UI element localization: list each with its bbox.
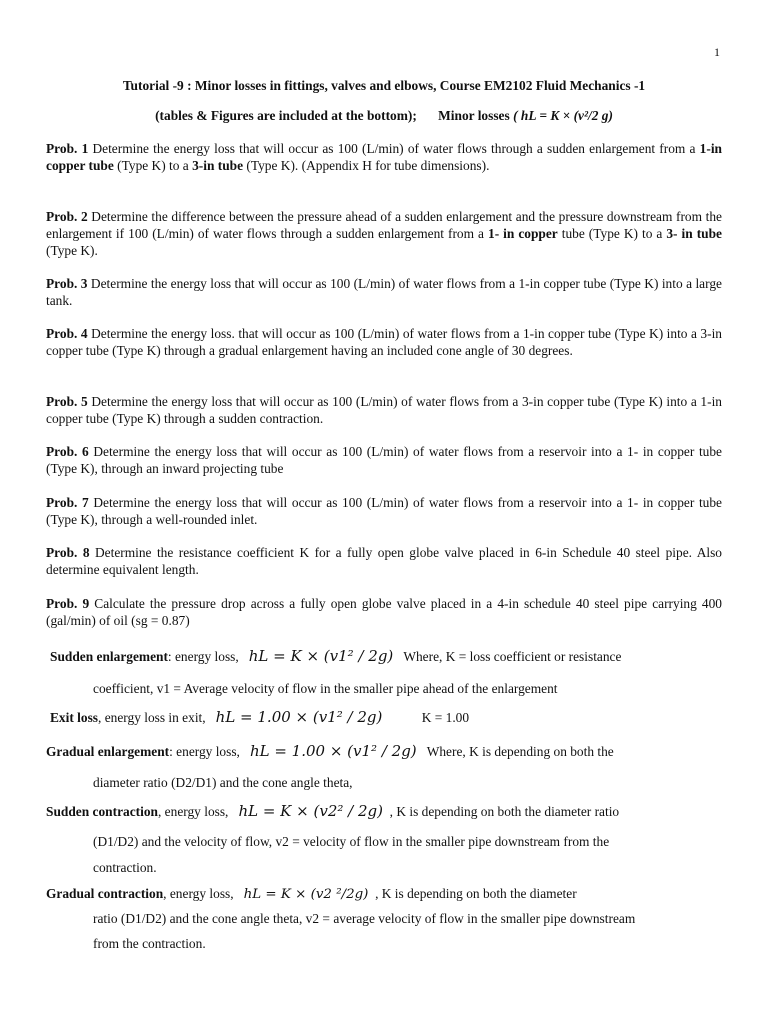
formula-equation: hL = K × (v1² / 2g)	[248, 647, 394, 665]
problem-text: Determine the energy loss that will occur as 100 (L/min) of water flows through a sudden enlargement from a	[88, 141, 700, 156]
gradual-enlargement-line	[46, 743, 736, 760]
subtitle	[0, 107, 768, 124]
problem-label: Prob. 8	[46, 545, 90, 560]
problem-label: Prob. 2	[46, 209, 88, 224]
page-title: Tutorial -9 : Minor losses in fittings, valves and elbows, Course EM2102 Fluid Mechanics -1	[122, 78, 646, 93]
exit-loss-line	[50, 709, 740, 726]
problem-text: (Type K).	[46, 243, 98, 258]
problem-text: Calculate the pressure drop across a fully open globe valve placed in a 4-in schedule 40 steel pipe carrying 400 (gal/min) of oil (sg = 0.87)	[46, 596, 722, 628]
formula-after: K = 1.00	[421, 710, 470, 725]
page-number: 1	[714, 45, 720, 59]
problem-label: Prob. 1	[46, 141, 89, 156]
subtitle-label: Minor losses	[438, 108, 510, 123]
gradual-contraction-line2: ratio (D1/D2) and the cone angle theta, v2 = average velocity of flow in the smaller pipe downstream	[93, 911, 636, 926]
problem-text: tube (Type K) to a	[557, 226, 667, 241]
formula-text: , energy loss,	[157, 804, 229, 819]
problem-label: Prob. 7	[46, 495, 89, 510]
formula-after: , K is depending on both the diameter ratio	[389, 804, 620, 819]
problem-bold: 1-in copper tube	[46, 141, 722, 173]
problem-4	[46, 325, 722, 359]
sudden-contraction-line2: (D1/D2) and the velocity of flow, v2 = velocity of flow in the smaller pipe downstream from the	[93, 834, 610, 849]
formula-label: Sudden enlargement	[50, 649, 168, 664]
formula-text: : energy loss,	[167, 649, 239, 664]
sudden-contraction-line	[46, 803, 736, 820]
problem-8	[46, 544, 722, 578]
formula-label: Sudden contraction	[46, 804, 158, 819]
problem-text: Determine the energy loss that will occur as 100 (L/min) of water flows from a 3-in copper tube (Type K) into a 1-in copper tube (Type K) through a sudden contraction.	[46, 394, 723, 426]
sudden-contraction-line3: contraction.	[93, 860, 157, 875]
problem-text: (Type K). (Appendix H for tube dimensions).	[243, 158, 490, 173]
problem-1	[46, 140, 722, 174]
problem-6	[46, 443, 722, 477]
problem-text: Determine the difference between the pressure ahead of a sudden enlargement and the pressure downstream from the enlargement if 100 (L/min) of water flows through a sudden enlargement from a	[46, 209, 722, 241]
formula-equation: hL = 1.00 × (v1² / 2g)	[249, 742, 417, 760]
sudden-enlargement-line	[50, 648, 740, 665]
problem-label: Prob. 9	[46, 596, 90, 611]
subtitle-formula: ( hL = K × (v²/2 g)	[513, 108, 613, 123]
problem-text: (Type K) to a	[113, 158, 193, 173]
formula-label: Gradual enlargement	[46, 744, 170, 759]
formula-label: Exit loss	[50, 710, 98, 725]
problem-bold: 3-in tube	[192, 158, 244, 173]
gradual-contraction-line3: from the contraction.	[93, 936, 206, 951]
formula-equation: hL = K × (v2 ²/2g)	[243, 887, 369, 902]
problem-label: Prob. 3	[46, 276, 88, 291]
problem-text: Determine the energy loss that will occur as 100 (L/min) of water flows from a 1-in copper tube (Type K) into a large tank.	[46, 276, 722, 308]
sudden-enlargement-line2: coefficient, v1 = Average velocity of flow in the smaller pipe ahead of the enlargement	[93, 681, 558, 696]
problem-text: Determine the energy loss that will occur as 100 (L/min) of water flows from a reservoir into a 1- in copper tube (Type K), through an inward projecting tube	[46, 444, 722, 476]
problem-bold: 3- in tube	[666, 226, 722, 241]
problem-text: Determine the energy loss. that will occur as 100 (L/min) of water flows from a 1-in copper tube (Type K) into a 3-in copper tube (Type K) through a gradual enlargement having an included cone angle of 30 degrees.	[46, 326, 723, 358]
problem-text: Determine the resistance coefficient K for a fully open globe valve placed in 6-in Schedule 40 steel pipe. Also determine equivalent length.	[46, 545, 722, 577]
problem-label: Prob. 5	[46, 394, 88, 409]
problem-3	[46, 275, 722, 309]
formula-after: Where, K = loss coefficient or resistance	[403, 649, 622, 664]
subtitle-note: (tables & Figures are included at the bottom);	[155, 108, 417, 123]
formula-text: , energy loss in exit,	[98, 710, 206, 725]
formula-after: , K is depending on both the diameter	[375, 886, 577, 901]
gradual-contraction-line	[46, 885, 736, 903]
problem-bold: 1- in copper	[488, 226, 558, 241]
formula-equation: hL = K × (v2² / 2g)	[238, 802, 383, 820]
formula-text: , energy loss,	[163, 886, 234, 901]
problem-text: Determine the energy loss that will occur as 100 (L/min) of water flows from a reservoir into a 1- in copper tube (Type K), through a well-rounded inlet.	[46, 495, 722, 527]
formula-label: Gradual contraction	[46, 886, 164, 901]
formula-text: : energy loss,	[169, 744, 240, 759]
problem-label: Prob. 6	[46, 444, 89, 459]
problem-7	[46, 494, 722, 528]
problem-5	[46, 393, 722, 427]
formula-equation: hL = 1.00 × (v1² / 2g)	[215, 708, 383, 726]
gradual-enlargement-line2: diameter ratio (D2/D1) and the cone angle theta,	[93, 775, 353, 790]
formula-after: Where, K is depending on both the	[426, 744, 614, 759]
problem-label: Prob. 4	[46, 326, 88, 341]
problem-2	[46, 208, 722, 259]
problem-9	[46, 595, 722, 629]
